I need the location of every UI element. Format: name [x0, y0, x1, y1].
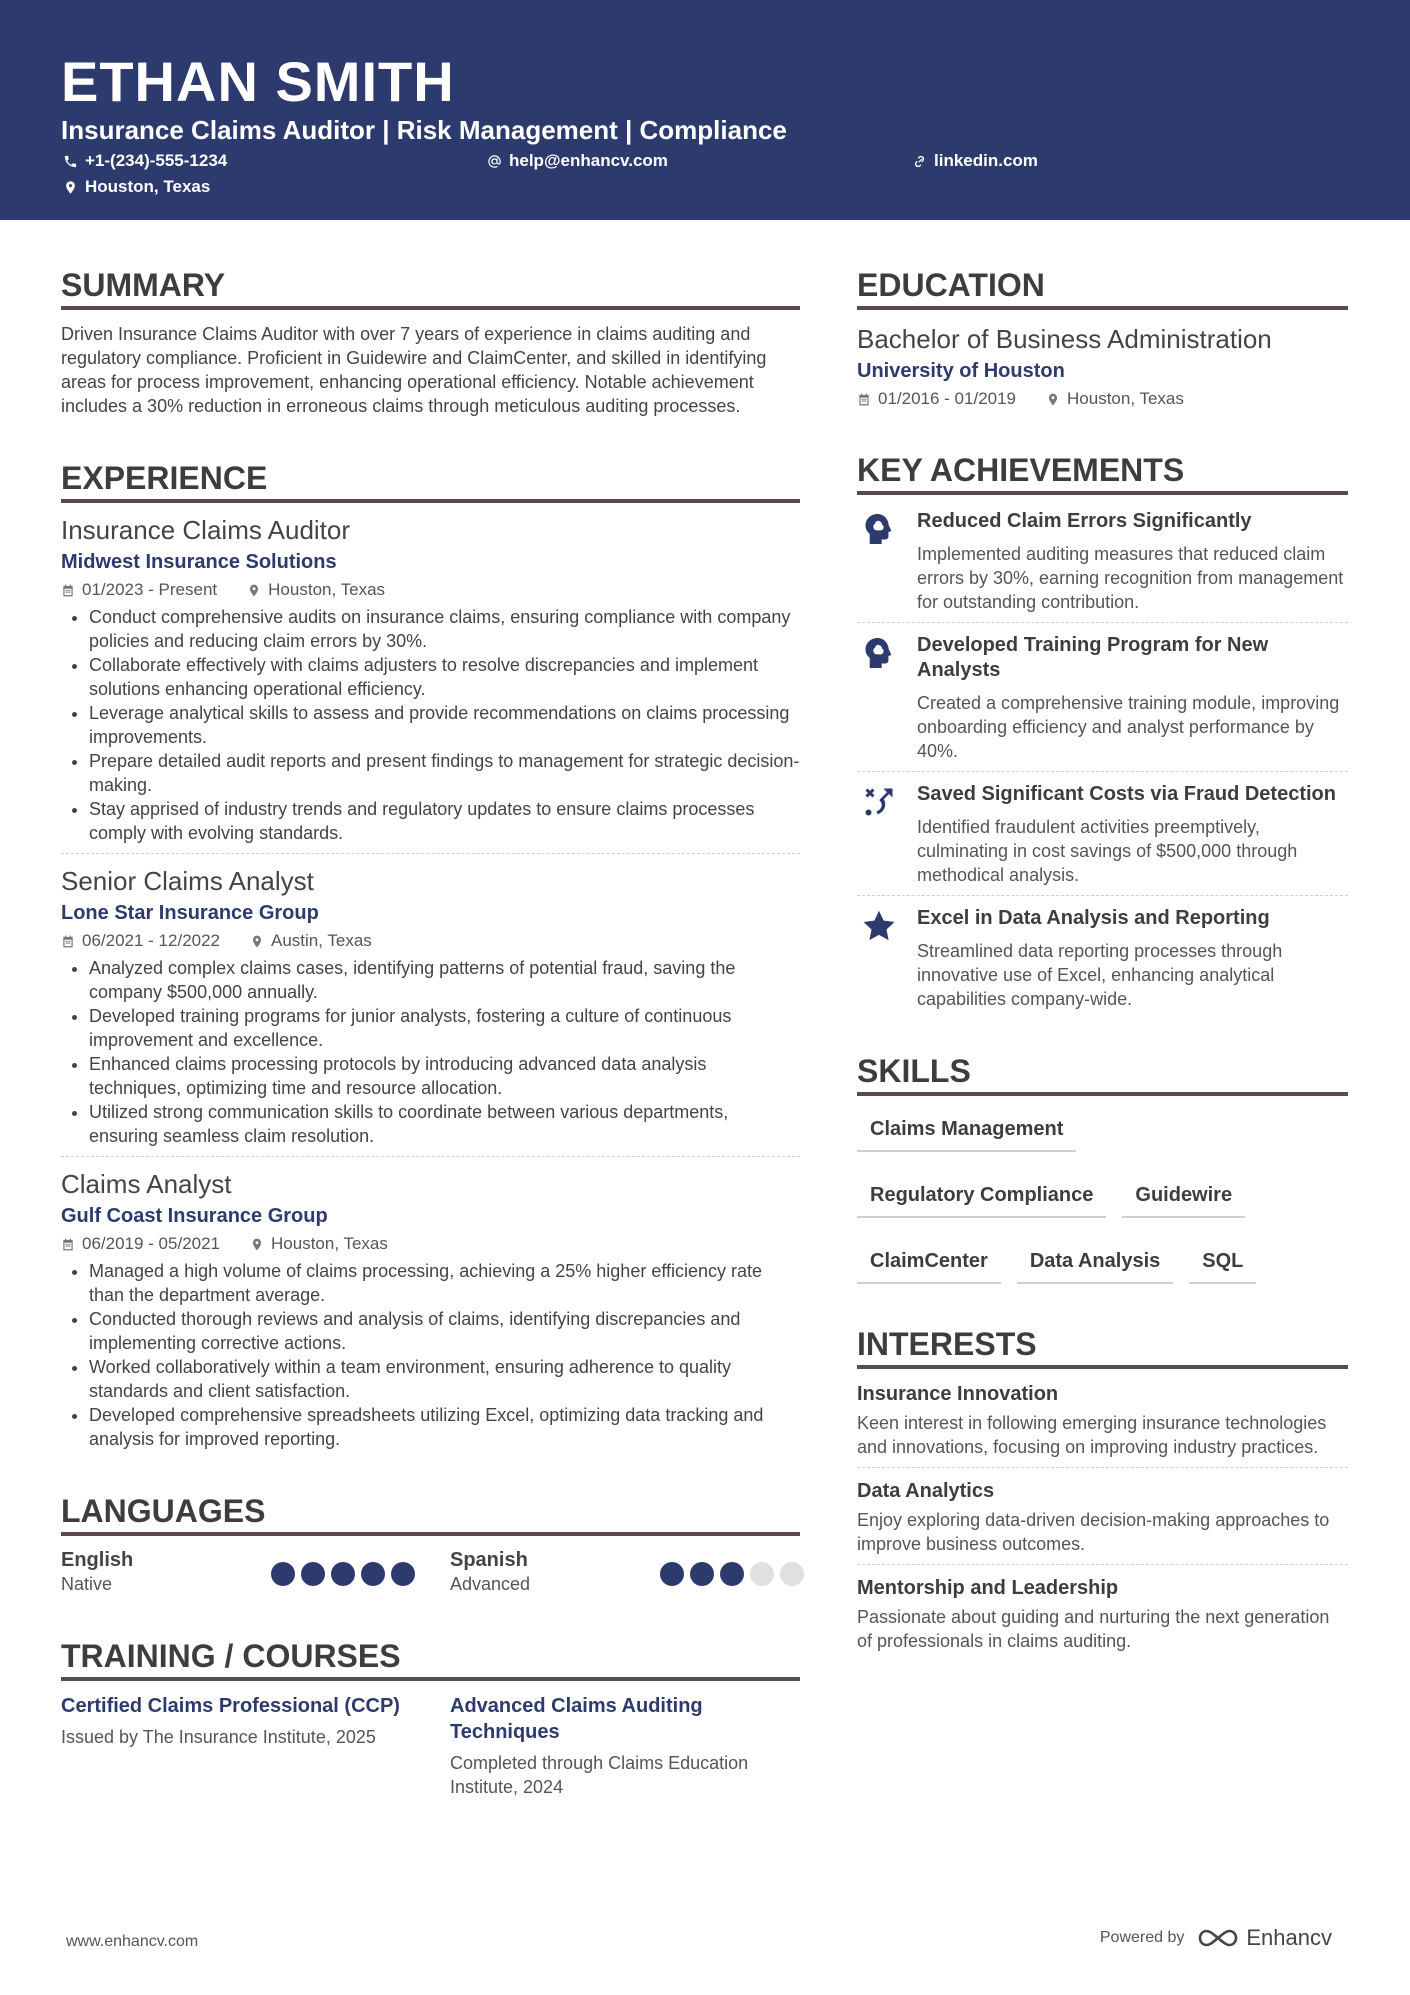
job-bullet: • Leverage analytical skills to assess and provide recommendations on claims processing improvements.: [89, 701, 800, 749]
language-item: [450, 1548, 804, 1596]
rating-dot: [690, 1562, 714, 1586]
job-dates: 06/2019 - 05/2021: [82, 1234, 221, 1253]
brand-name: Enhancv: [1246, 1925, 1332, 1950]
divider: [857, 771, 1348, 772]
footer-website[interactable]: www.enhancv.com: [66, 1933, 199, 1950]
contact-email[interactable]: [487, 150, 668, 172]
rating-dot: [720, 1562, 744, 1586]
job-company: Midwest Insurance Solutions: [61, 551, 337, 573]
languages-list: [61, 1548, 800, 1604]
achievement-title: Developed Training Program for New Analysts: [917, 634, 1269, 681]
head-icon: [861, 635, 897, 671]
location-pin-icon: [250, 1237, 264, 1252]
rating-dot: [660, 1562, 684, 1586]
skill-tag: Regulatory Compliance: [857, 1176, 1106, 1218]
course-title: Advanced Claims Auditing Techniques: [450, 1695, 703, 1743]
star-icon: [861, 908, 897, 944]
job-bullet: • Enhanced claims processing protocols by introducing advanced data analysis techniques, optimizing time and resource allocation.: [89, 1052, 800, 1100]
language-level: Advanced: [450, 1574, 531, 1594]
job-location: Houston, Texas: [271, 1234, 388, 1253]
course-desc: Completed through Claims Education Institute, 2024: [450, 1753, 749, 1797]
rating-dot: [391, 1562, 415, 1586]
brand-logo: [1196, 1925, 1332, 1951]
candidate-title: Insurance Claims Auditor | Risk Management | Compliance: [61, 115, 787, 145]
skill-tag: ClaimCenter: [857, 1242, 1001, 1284]
interest-desc: Keen interest in following emerging insurance technologies and innovations, focusing on improving industry practices.: [857, 1413, 1327, 1457]
job-bullets: [61, 605, 800, 845]
job-role: Claims Analyst: [61, 1169, 232, 1199]
job-meta: [61, 1233, 800, 1255]
achievements-heading: KEY ACHIEVEMENTS: [857, 450, 1348, 495]
phone-icon: [63, 154, 78, 169]
education-heading: EDUCATION: [857, 265, 1348, 310]
interest-title: Insurance Innovation: [857, 1383, 1059, 1405]
interests-heading: INTERESTS: [857, 1324, 1348, 1369]
rating-dot: [780, 1562, 804, 1586]
job-location: Austin, Texas: [271, 931, 372, 950]
job-bullet: • Prepare detailed audit reports and present findings to management for strategic decision-making.: [89, 749, 800, 797]
interest-item: [857, 1381, 1348, 1459]
job-bullet: • Conduct comprehensive audits on insurance claims, ensuring compliance with company policies and reducing claim errors by 30%.: [89, 605, 800, 653]
course-item: [450, 1693, 810, 1799]
right-column: [857, 265, 1348, 1653]
divider: [857, 1467, 1348, 1468]
job-entry: [61, 864, 800, 1148]
achievement-title: Reduced Claim Errors Significantly: [917, 510, 1252, 532]
education-school: University of Houston: [857, 360, 1065, 382]
achievement-item: [857, 509, 1348, 614]
achievement-item: [857, 906, 1348, 1011]
course-title: Certified Claims Professional (CCP): [61, 1695, 400, 1717]
skill-tag: Guidewire: [1122, 1176, 1245, 1218]
achievement-item: [857, 782, 1348, 887]
interest-item: [857, 1575, 1348, 1653]
achievement-desc: Implemented auditing measures that reduced claim errors by 30%, earning recognition from management for outstanding contribution.: [917, 544, 1344, 612]
language-item: [61, 1548, 415, 1596]
job-bullets: [61, 956, 800, 1148]
job-dates: 06/2021 - 12/2022: [82, 931, 221, 950]
rating-dot: [331, 1562, 355, 1586]
rating-dot: [361, 1562, 385, 1586]
job-role: Insurance Claims Auditor: [61, 515, 351, 545]
interest-title: Data Analytics: [857, 1480, 995, 1502]
divider: [857, 895, 1348, 896]
job-company: Lone Star Insurance Group: [61, 902, 319, 924]
link-icon: [912, 154, 927, 169]
skill-tag: Claims Management: [857, 1110, 1076, 1152]
course-item: [61, 1693, 421, 1749]
education-degree: Bachelor of Business Administration: [857, 324, 1272, 354]
location-pin-icon: [247, 583, 261, 598]
calendar-icon: [61, 1237, 75, 1252]
achievement-title: Saved Significant Costs via Fraud Detection: [917, 783, 1336, 805]
job-meta: [61, 579, 800, 601]
job-meta: [61, 930, 800, 952]
skill-tag: Data Analysis: [1017, 1242, 1173, 1284]
divider: [857, 622, 1348, 623]
achievement-title: Excel in Data Analysis and Reporting: [917, 907, 1270, 929]
contact-linkedin[interactable]: [912, 150, 1038, 172]
job-bullet: • Developed comprehensive spreadsheets utilizing Excel, optimizing data tracking and analysis for improved reporting.: [89, 1403, 800, 1451]
divider: [61, 1156, 800, 1157]
course-desc: Issued by The Insurance Institute, 2025: [61, 1727, 376, 1747]
experience-heading: EXPERIENCE: [61, 458, 800, 503]
phone-text: +1-(234)-555-1234: [85, 151, 228, 170]
rating-dot: [301, 1562, 325, 1586]
achievement-desc: Streamlined data reporting processes through innovative use of Excel, enhancing analytical capabilities company-wide.: [917, 941, 1283, 1009]
calendar-icon: [61, 934, 75, 949]
skill-tag: SQL: [1189, 1242, 1256, 1284]
linkedin-text: linkedin.com: [934, 151, 1038, 170]
job-bullet: • Developed training programs for junior analysts, fostering a culture of continuous improvement and excellence.: [89, 1004, 800, 1052]
job-company: Gulf Coast Insurance Group: [61, 1205, 328, 1227]
interest-desc: Passionate about guiding and nurturing the next generation of professionals in claims auditing.: [857, 1607, 1330, 1651]
language-rating: [265, 1562, 415, 1586]
powered-by-text: Powered by: [1099, 1929, 1185, 1946]
achievement-desc: Created a comprehensive training module, improving onboarding efficiency and analyst performance by 40%.: [917, 693, 1340, 761]
candidate-name: ETHAN SMITH: [61, 50, 455, 113]
location-pin-icon: [63, 180, 78, 195]
job-bullet: • Analyzed complex claims cases, identifying patterns of potential fraud, saving the company $500,000 annually.: [89, 956, 800, 1004]
interest-desc: Enjoy exploring data-driven decision-making approaches to improve business outcomes.: [857, 1510, 1330, 1554]
job-bullet: • Utilized strong communication skills to coordinate between various departments, ensuring seamless claim resolution.: [89, 1100, 800, 1148]
location-text: Houston, Texas: [85, 177, 211, 196]
summary-text: Driven Insurance Claims Auditor with over 7 years of experience in claims auditing and regulatory compliance. Proficient in Guidewire and ClaimCenter, and skilled in identifying areas for process improvement, enhancing operational efficiency. Notable achievement includes a 30% reduction in erroneous claims through meticulous auditing processes.: [61, 324, 767, 416]
footer-branding[interactable]: [1100, 1925, 1332, 1951]
email-text: help@enhancv.com: [509, 151, 668, 170]
job-location: Houston, Texas: [268, 580, 386, 599]
achievement-item: [857, 633, 1348, 763]
contact-location: [63, 176, 210, 198]
job-bullet: • Worked collaboratively within a team environment, ensuring adherence to quality standards and client satisfaction.: [89, 1355, 800, 1403]
skills-list: [857, 1110, 1348, 1308]
calendar-icon: [857, 392, 871, 407]
calendar-icon: [61, 583, 75, 598]
location-pin-icon: [250, 934, 264, 949]
enhancv-logo-icon: [1196, 1925, 1240, 1951]
at-icon: [487, 154, 502, 169]
job-bullet: • Managed a high volume of claims processing, achieving a 25% higher efficiency rate than the department average.: [89, 1259, 800, 1307]
resume-header: [0, 0, 1410, 220]
job-bullet: • Conducted thorough reviews and analysis of claims, identifying discrepancies and implementing corrective actions.: [89, 1307, 800, 1355]
strategy-icon: [861, 784, 897, 820]
interest-item: [857, 1478, 1348, 1556]
location-pin-icon: [1046, 392, 1060, 407]
interest-title: Mentorship and Leadership: [857, 1577, 1119, 1599]
job-bullet: • Collaborate effectively with claims adjusters to resolve discrepancies and implement solutions enhancing operational efficiency.: [89, 653, 800, 701]
skills-heading: SKILLS: [857, 1051, 1348, 1096]
job-entry: [61, 1167, 800, 1451]
divider: [857, 1564, 1348, 1565]
divider: [61, 853, 800, 854]
rating-dot: [750, 1562, 774, 1586]
job-entry: [61, 513, 800, 845]
contact-phone[interactable]: [63, 150, 227, 172]
job-role: Senior Claims Analyst: [61, 866, 314, 896]
languages-heading: LANGUAGES: [61, 1491, 800, 1536]
education-dates: 01/2016 - 01/2019: [878, 389, 1017, 408]
job-bullets: [61, 1259, 800, 1451]
left-column: [61, 265, 800, 1803]
training-list: [61, 1693, 800, 1803]
job-dates: 01/2023 - Present: [82, 580, 218, 599]
language-name: Spanish: [450, 1549, 528, 1571]
language-rating: [654, 1562, 804, 1586]
achievement-desc: Identified fraudulent activities preemptively, culminating in cost savings of $500,000 through methodical analysis.: [917, 817, 1298, 885]
summary-heading: SUMMARY: [61, 265, 800, 310]
language-name: English: [61, 1549, 134, 1571]
head-icon: [861, 511, 897, 547]
job-bullet: • Stay apprised of industry trends and regulatory updates to ensure claims processes comply with evolving standards.: [89, 797, 800, 845]
training-heading: TRAINING / COURSES: [61, 1636, 800, 1681]
education-meta: [857, 388, 1348, 410]
education-location: Houston, Texas: [1067, 389, 1184, 408]
language-level: Native: [61, 1574, 113, 1594]
rating-dot: [271, 1562, 295, 1586]
